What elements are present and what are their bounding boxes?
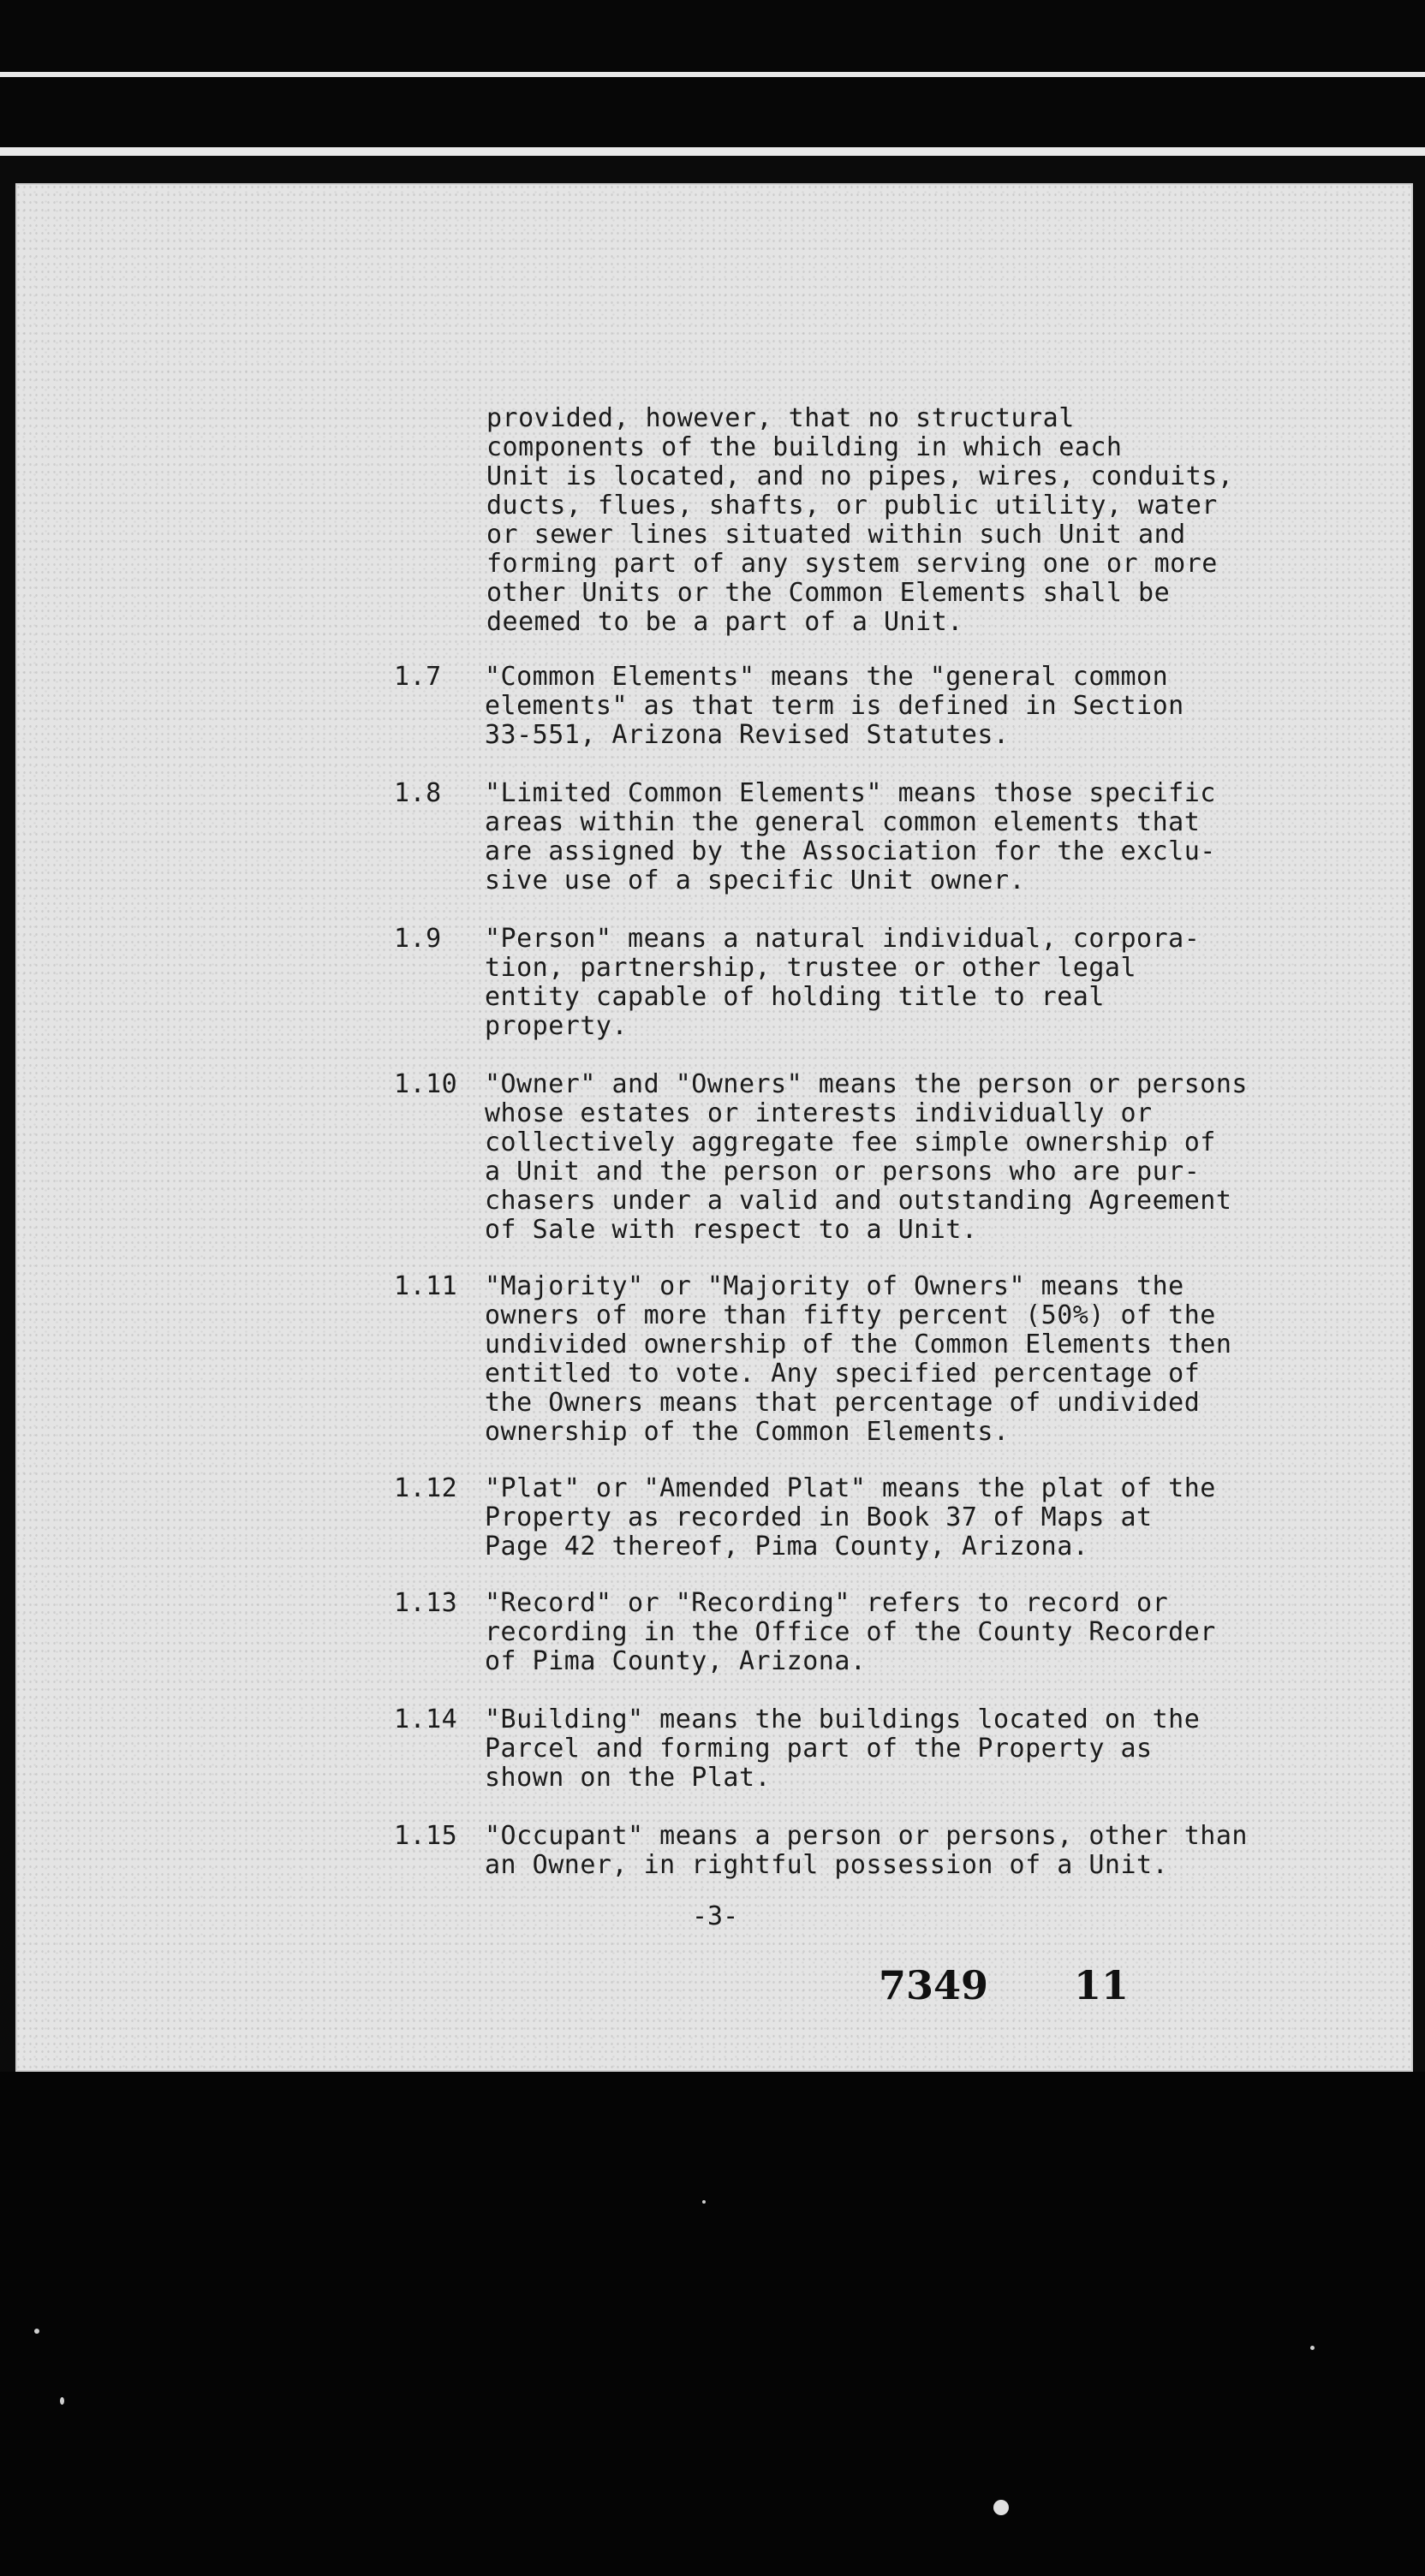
section-text: "Majority" or "Majority of Owners" means the owners of more than fifty percent (50%) of the undivided ownership of the Common Elements then entitled to vote. Any specified percentage of the Owners means that percentage of undivided ownership of the Common Elements. <box>485 1271 1232 1447</box>
section-text: "Limited Common Elements" means those specific areas within the general common elements that are assigned by the Association for the exclu- sive use of a specific Unit owner. <box>485 778 1216 895</box>
continued-paragraph: provided, however, that no structural components of the building in which each Unit is located, and no pipes, wires, conduits, ducts, flues, shafts, or public utility, water or sewer lines situated within such Unit and forming part of any system serving one or more other Units or the Common Elements shall be deemed to be a part of a Unit. <box>486 403 1234 637</box>
section-number: 1.12 <box>394 1473 458 1503</box>
scan-bottom-border <box>0 2072 1425 2576</box>
speck <box>1310 2346 1315 2350</box>
section-number: 1.9 <box>394 924 442 954</box>
speck <box>993 2500 1009 2515</box>
section-number: 1.10 <box>394 1069 458 1099</box>
section-number: 1.7 <box>394 662 442 692</box>
section-text: "Record" or "Recording" refers to record or recording in the Office of the County Recorder of Pima County, Arizona. <box>485 1588 1216 1676</box>
section-number: 1.14 <box>394 1704 458 1734</box>
recording-book-stamp: 7349 <box>879 1962 989 2008</box>
speck <box>60 2397 64 2405</box>
speck <box>702 2200 706 2204</box>
page-number: -3- <box>692 1901 739 1931</box>
section-text: "Owner" and "Owners" means the person or persons whose estates or interests individually or collectively aggregate fee simple ownership of a Unit and the person or persons who are pur- chasers under a valid and outstanding Agreement of Sale with respect to a Unit. <box>485 1069 1248 1245</box>
section-text: "Occupant" means a person or persons, other than an Owner, in rightful possession of a Unit. <box>485 1821 1248 1880</box>
section-text: "Plat" or "Amended Plat" means the plat of the Property as recorded in Book 37 of Maps at Page 42 thereof, Pima County, Arizona. <box>485 1473 1216 1562</box>
document-page <box>15 183 1413 2072</box>
section-number: 1.8 <box>394 778 442 808</box>
section-text: "Person" means a natural individual, corpora- tion, partnership, trustee or other legal entity capable of holding title to real property. <box>485 924 1201 1041</box>
section-text: "Building" means the buildings located on the Parcel and forming part of the Property as shown on the Plat. <box>485 1704 1201 1793</box>
document-content <box>15 183 1413 2072</box>
section-text: "Common Elements" means the "general common elements" as that term is defined in Section 33-551, Arizona Revised Statutes. <box>485 662 1184 750</box>
scan-edge-line <box>0 72 1425 77</box>
speck <box>34 2329 39 2334</box>
section-number: 1.15 <box>394 1821 458 1851</box>
scan-edge-line <box>0 147 1425 156</box>
scan-top-border <box>0 0 1425 154</box>
section-number: 1.11 <box>394 1271 458 1301</box>
recording-page-stamp: 11 <box>1074 1962 1130 2008</box>
section-number: 1.13 <box>394 1588 458 1618</box>
